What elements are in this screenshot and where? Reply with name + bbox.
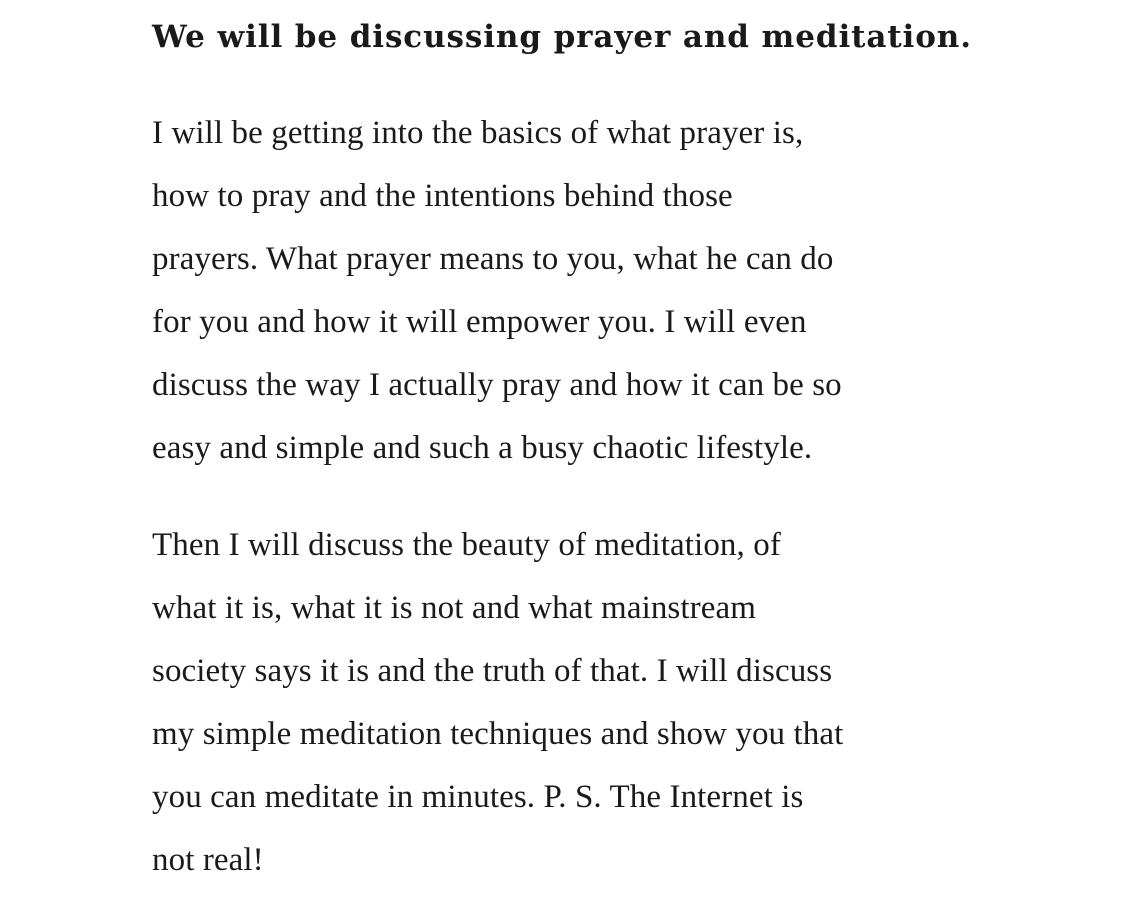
- text-line: society says it is and the truth of that. I will discuss: [152, 653, 833, 689]
- text-line: discuss the way I actually pray and how it can be so: [152, 367, 842, 403]
- paragraph-prayer: [152, 102, 952, 480]
- text-line: easy and simple and such a busy chaotic lifestyle.: [152, 430, 813, 466]
- text-line: for you and how it will empower you. I will even: [152, 304, 807, 340]
- text-line: my simple meditation techniques and show you that: [152, 716, 844, 752]
- heading: We will be discussing prayer and meditation.: [152, 19, 972, 55]
- text-line: I will be getting into the basics of what prayer is,: [152, 115, 804, 151]
- text-line: what it is, what it is not and what mainstream: [152, 590, 756, 626]
- text-line: you can meditate in minutes. P. S. The Internet is: [152, 779, 804, 815]
- text-content: [152, 10, 972, 892]
- text-line: not real!: [152, 842, 264, 878]
- text-line: prayers. What prayer means to you, what he can do: [152, 241, 834, 277]
- text-line: Then I will discuss the beauty of meditation, of: [152, 527, 781, 563]
- paragraph-meditation: [152, 514, 952, 892]
- text-line: how to pray and the intentions behind those: [152, 178, 733, 214]
